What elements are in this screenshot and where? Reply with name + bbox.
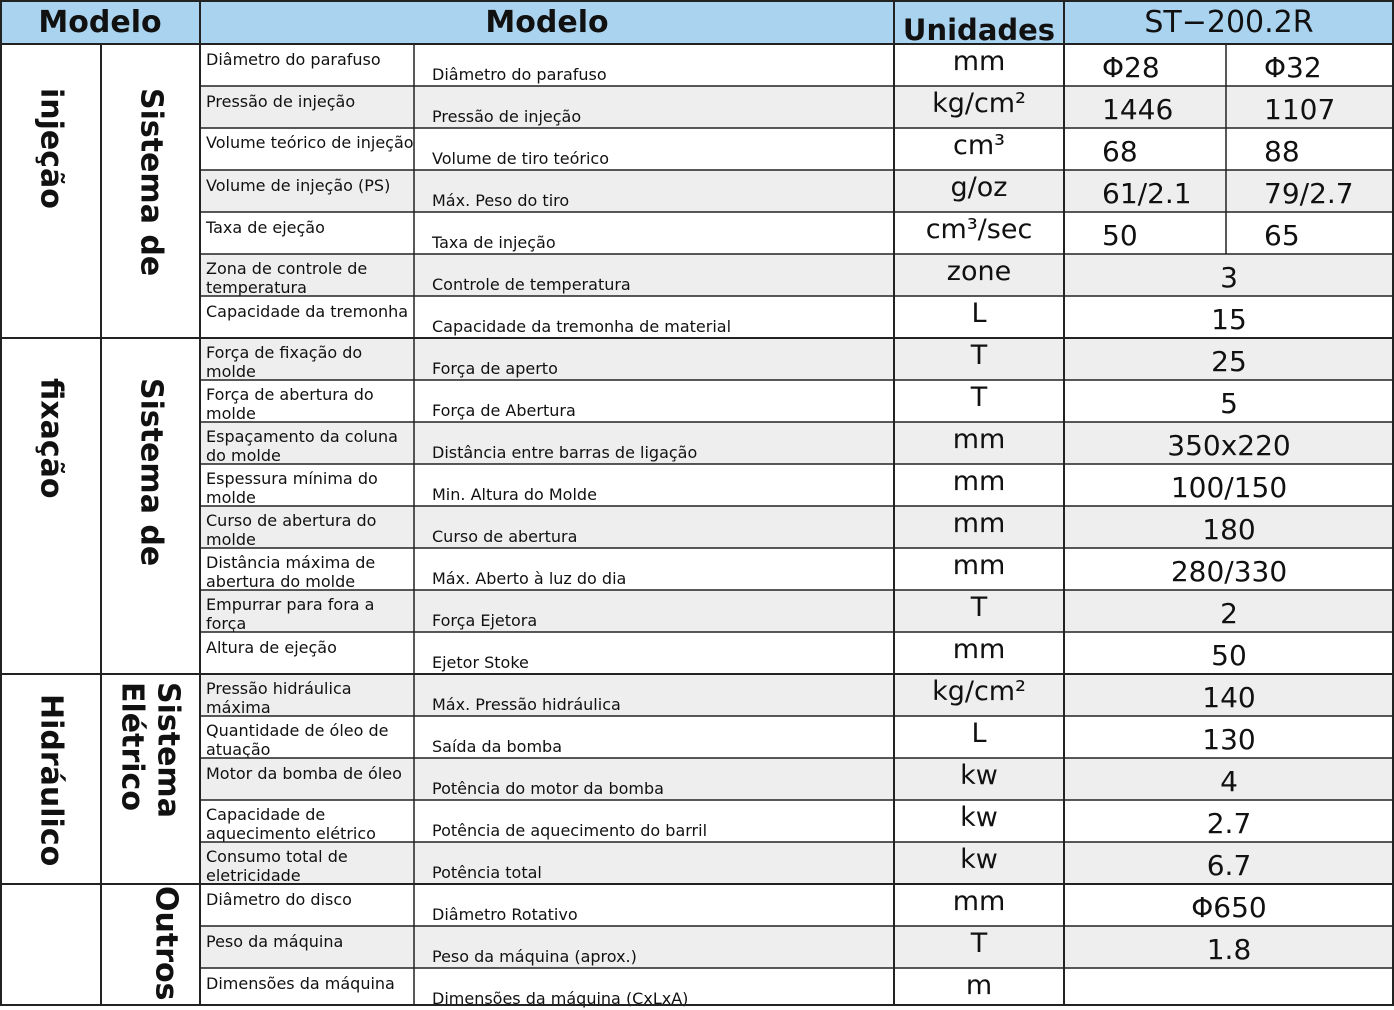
row-label-cell [200, 170, 414, 212]
row-unit: kw [960, 844, 998, 875]
row-unit-cell [894, 674, 1064, 716]
row-unit: mm [952, 886, 1006, 917]
row-label2-cell [414, 632, 894, 674]
row-label2: Curso de abertura [432, 527, 578, 546]
row-value-1: 61/2.1 [1102, 177, 1192, 210]
group-injection-inner [101, 44, 200, 338]
row-value: 2.7 [1206, 807, 1252, 840]
header-model-cell [0, 0, 200, 44]
row-label: Espaçamento da coluna do molde [206, 427, 398, 464]
row-label: Capacidade de aquecimento elétrico [206, 805, 376, 842]
row-value-cell [1064, 590, 1394, 632]
group-hydraulic-outer [0, 672, 101, 880]
row-unit: kw [960, 802, 998, 833]
row-value: 25 [1211, 345, 1247, 378]
row-unit-cell [894, 716, 1064, 758]
row-value-cell [1064, 800, 1394, 842]
row-label2-cell [414, 128, 894, 170]
row-unit: mm [952, 46, 1006, 77]
row-value: 180 [1202, 513, 1256, 546]
row-label2: Máx. Aberto à luz do dia [432, 569, 627, 588]
group-electric-inner [101, 672, 200, 880]
row-value: 1.8 [1206, 933, 1252, 966]
row-value-2: Φ32 [1264, 51, 1322, 84]
row-value-1-cell [1064, 170, 1226, 212]
row-label-cell [200, 632, 414, 674]
row-value: Φ650 [1191, 891, 1267, 924]
row-value-2-cell [1226, 44, 1394, 86]
row-label2: Diâmetro Rotativo [432, 905, 578, 924]
row-unit-cell [894, 86, 1064, 128]
row-unit-cell [894, 170, 1064, 212]
row-label2: Potência total [432, 863, 542, 882]
header-units-cell [894, 0, 1064, 44]
row-value-cell [1064, 884, 1394, 926]
row-label-cell [200, 86, 414, 128]
row-label: Dimensões da máquina [206, 974, 395, 993]
row-label2-cell [414, 800, 894, 842]
row-label2: Saída da bomba [432, 737, 562, 756]
row-unit-cell [894, 548, 1064, 590]
header-model-number: ST−200.2R [1144, 4, 1314, 40]
row-label-cell [200, 590, 414, 632]
row-value-cell [1064, 380, 1394, 422]
row-label: Peso da máquina [206, 932, 344, 951]
row-unit: g/oz [950, 172, 1008, 203]
row-value-cell [1064, 926, 1394, 968]
row-unit: mm [952, 508, 1006, 539]
row-label-cell [200, 506, 414, 548]
row-label2: Taxa de injeção [432, 233, 556, 252]
row-label2-cell [414, 170, 894, 212]
row-value-2: 88 [1264, 135, 1300, 168]
row-unit: mm [952, 634, 1006, 665]
row-value: 4 [1220, 765, 1238, 798]
row-value: 350x220 [1167, 429, 1291, 462]
row-value-cell [1064, 758, 1394, 800]
row-value-cell [1064, 338, 1394, 380]
row-unit-cell [894, 758, 1064, 800]
header-model2-cell [200, 0, 894, 44]
row-label-cell [200, 548, 414, 590]
row-label2: Distância entre barras de ligação [432, 443, 698, 462]
row-unit: kg/cm² [932, 676, 1026, 707]
group-electric-inner-label: Sistema Elétrico [114, 682, 186, 818]
row-value-cell [1064, 716, 1394, 758]
row-unit-cell [894, 590, 1064, 632]
row-value-1-cell [1064, 44, 1226, 86]
row-label: Capacidade da tremonha [206, 302, 409, 321]
row-label2-cell [414, 926, 894, 968]
row-label-cell [200, 800, 414, 842]
row-value: 50 [1211, 639, 1247, 672]
row-label2: Potência de aquecimento do barril [432, 821, 708, 840]
row-value-1-cell [1064, 86, 1226, 128]
row-label-cell [200, 128, 414, 170]
row-label2: Diâmetro do parafuso [432, 65, 607, 84]
row-label2-cell [414, 86, 894, 128]
row-unit-cell [894, 128, 1064, 170]
row-label-cell [200, 968, 414, 1010]
row-label2: Capacidade da tremonha de material [432, 317, 732, 336]
row-label: Motor da bomba de óleo [206, 764, 402, 783]
row-unit-cell [894, 632, 1064, 674]
row-label2: Ejetor Stoke [432, 653, 529, 672]
group-clamping-inner [101, 338, 200, 672]
row-label2-cell [414, 548, 894, 590]
row-value: 130 [1202, 723, 1256, 756]
row-label-cell [200, 842, 414, 884]
row-value: 100/150 [1170, 471, 1288, 504]
row-label2-cell [414, 884, 894, 926]
row-label2-cell [414, 422, 894, 464]
group-others-inner-label: Outros [148, 886, 184, 1001]
row-unit-cell [894, 926, 1064, 968]
row-label2: Dimensões da máquina (CxLxA) [432, 989, 689, 1008]
row-value: 15 [1211, 303, 1247, 336]
row-label: Altura de ejeção [206, 638, 337, 657]
row-value-2: 79/2.7 [1264, 177, 1354, 210]
row-value-2-cell [1226, 128, 1394, 170]
row-label2-cell [414, 296, 894, 338]
row-unit: T [970, 382, 988, 413]
row-unit-cell [894, 884, 1064, 926]
row-value-cell [1064, 968, 1394, 1010]
row-label: Taxa de ejeção [206, 218, 325, 237]
header-units-label: Unidades [902, 13, 1056, 44]
group-injection-outer [0, 44, 101, 338]
row-unit: mm [952, 550, 1006, 581]
row-label-cell [200, 296, 414, 338]
row-label: Espessura mínima do molde [206, 469, 378, 506]
group-clamping-outer-label: fixação [33, 378, 69, 499]
row-label2-cell [414, 674, 894, 716]
row-unit: L [971, 298, 987, 329]
row-value-1: 68 [1102, 135, 1138, 168]
row-unit-cell [894, 338, 1064, 380]
row-unit: T [970, 340, 988, 371]
group-hydraulic-outer-label: Hidráulico [33, 694, 69, 867]
row-value-cell [1064, 674, 1394, 716]
row-label-cell [200, 716, 414, 758]
row-label2-cell [414, 254, 894, 296]
row-label: Consumo total de eletricidade [206, 847, 348, 884]
header-model-number-cell [1064, 0, 1394, 44]
row-unit: T [970, 592, 988, 623]
row-label-cell [200, 44, 414, 86]
row-label: Volume teórico de injeção [206, 133, 414, 152]
header-model-label: Modelo [38, 4, 162, 40]
row-value: 140 [1202, 681, 1256, 714]
row-value: 2 [1220, 597, 1238, 630]
row-unit-cell [894, 968, 1064, 1010]
row-value-1: Φ28 [1102, 51, 1160, 84]
row-label2: Pressão de injeção [432, 107, 582, 126]
group-injection-inner-label: Sistema de [133, 88, 169, 277]
row-label2: Máx. Peso do tiro [432, 191, 570, 210]
row-value-2-cell [1226, 170, 1394, 212]
row-label: Zona de controle de temperatura [206, 259, 368, 296]
row-value-2-cell [1226, 212, 1394, 254]
row-label-cell [200, 674, 414, 716]
row-unit-cell [894, 464, 1064, 506]
row-unit: mm [952, 466, 1006, 497]
row-label2: Força de Abertura [432, 401, 576, 420]
row-value-cell [1064, 632, 1394, 674]
row-unit: m [965, 970, 993, 1001]
row-label2-cell [414, 44, 894, 86]
row-unit: kw [960, 760, 998, 791]
row-unit: cm³ [953, 130, 1005, 161]
row-value-1: 50 [1102, 219, 1138, 252]
row-label: Quantidade de óleo de atuação [206, 721, 389, 758]
group-clamping-outer [0, 338, 101, 672]
row-unit: cm³/sec [925, 214, 1033, 245]
row-unit: zone [946, 256, 1012, 287]
row-label-cell [200, 422, 414, 464]
row-label-cell [200, 758, 414, 800]
row-label-cell [200, 338, 414, 380]
row-value-cell [1064, 548, 1394, 590]
row-label-cell [200, 254, 414, 296]
header-model2-label: Modelo [485, 4, 609, 40]
row-label2: Força de aperto [432, 359, 558, 378]
row-value-1: 1446 [1102, 93, 1174, 126]
row-unit-cell [894, 800, 1064, 842]
row-label: Pressão hidráulica máxima [206, 679, 352, 716]
row-label2: Força Ejetora [432, 611, 538, 630]
row-unit-cell [894, 212, 1064, 254]
row-unit-cell [894, 422, 1064, 464]
group-others-inner [101, 880, 200, 1006]
row-label2-cell [414, 380, 894, 422]
row-unit-cell [894, 254, 1064, 296]
row-label2: Peso da máquina (aprox.) [432, 947, 637, 966]
row-unit: kg/cm² [932, 88, 1026, 119]
row-label-cell [200, 380, 414, 422]
row-label2: Min. Altura do Molde [432, 485, 597, 504]
row-label2-cell [414, 716, 894, 758]
row-label: Curso de abertura do molde [206, 511, 377, 548]
row-value-2-cell [1226, 86, 1394, 128]
row-value-cell [1064, 506, 1394, 548]
row-label2-cell [414, 506, 894, 548]
row-label2: Potência do motor da bomba [432, 779, 664, 798]
row-label2-cell [414, 590, 894, 632]
row-label: Empurrar para fora a força [206, 595, 375, 632]
row-value: 3 [1220, 261, 1238, 294]
row-label-cell [200, 464, 414, 506]
row-unit: mm [952, 424, 1006, 455]
row-value-1-cell [1064, 212, 1226, 254]
row-label2-cell [414, 464, 894, 506]
row-value-2: 1107 [1264, 93, 1336, 126]
row-value-cell [1064, 422, 1394, 464]
row-label2-cell [414, 968, 894, 1010]
row-unit-cell [894, 842, 1064, 884]
row-label2: Volume de tiro teórico [432, 149, 610, 168]
row-value-cell [1064, 296, 1394, 338]
group-clamping-inner-label: Sistema de [133, 378, 169, 567]
row-value-1-cell [1064, 128, 1226, 170]
row-value: 280/330 [1170, 555, 1288, 588]
row-label: Pressão de injeção [206, 92, 356, 111]
row-label2-cell [414, 212, 894, 254]
row-label-cell [200, 884, 414, 926]
group-injection-outer-label: injeção [33, 88, 69, 209]
row-unit: T [970, 928, 988, 959]
row-value-cell [1064, 842, 1394, 884]
row-value-cell [1064, 254, 1394, 296]
row-value: 5 [1220, 387, 1238, 420]
row-label: Força de abertura do molde [206, 385, 374, 422]
row-label: Força de fixação do molde [206, 343, 363, 380]
row-value-cell [1064, 464, 1394, 506]
row-unit-cell [894, 506, 1064, 548]
row-label2-cell [414, 338, 894, 380]
row-label: Diâmetro do disco [206, 890, 352, 909]
row-unit-cell [894, 44, 1064, 86]
row-label-cell [200, 212, 414, 254]
row-unit-cell [894, 380, 1064, 422]
row-label: Diâmetro do parafuso [206, 50, 381, 69]
row-label2: Máx. Pressão hidráulica [432, 695, 621, 714]
row-unit-cell [894, 296, 1064, 338]
row-label2-cell [414, 842, 894, 884]
row-value [1064, 968, 1394, 1010]
row-value: 6.7 [1206, 849, 1252, 882]
row-label-cell [200, 926, 414, 968]
row-label: Volume de injeção (PS) [206, 176, 391, 195]
row-label2-cell [414, 758, 894, 800]
row-label: Distância máxima de abertura do molde [206, 553, 376, 590]
row-unit: L [971, 718, 987, 749]
row-value-2: 65 [1264, 219, 1300, 252]
row-label2: Controle de temperatura [432, 275, 631, 294]
